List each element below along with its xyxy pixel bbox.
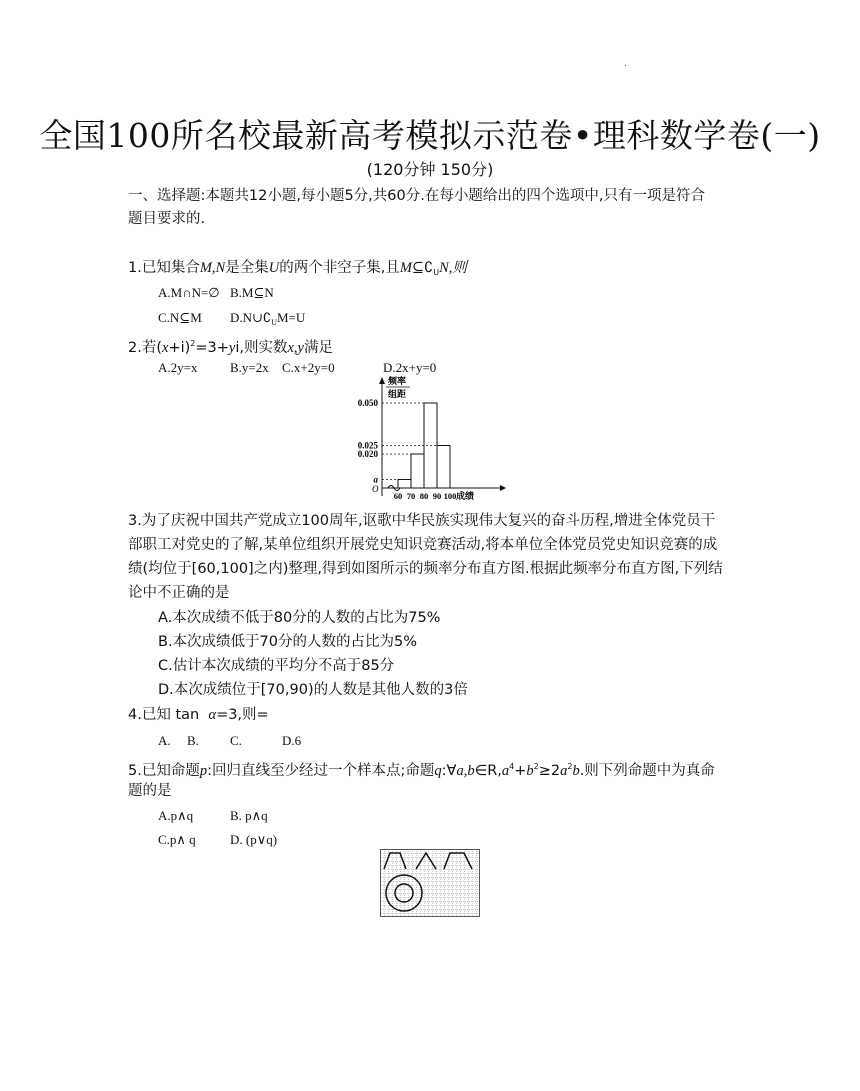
q2-text: 满足 bbox=[303, 340, 333, 356]
q2-text: +i) bbox=[168, 340, 191, 356]
y-axis-label-top: 频率 bbox=[388, 376, 407, 386]
question-3-line1: 3.为了庆祝中国共产党成立100周年,讴歌中华民族实现伟大复兴的奋斗历程,增进全体党员干 bbox=[128, 513, 716, 529]
x-axis-label: 成绩 bbox=[456, 491, 475, 501]
x-tick-label: 100 bbox=[443, 491, 457, 501]
q5-exponent: 4 bbox=[509, 762, 515, 771]
q4-text: 4.已知 tan bbox=[128, 707, 200, 723]
q1-option-a: A.M∩N=∅ bbox=[158, 285, 220, 300]
question-3-line4: 论中不正确的是 bbox=[128, 585, 230, 601]
q5-var: a,b bbox=[456, 763, 475, 779]
q2-text: 2.若( bbox=[128, 340, 162, 356]
q5-text: 5.已知命题 bbox=[128, 763, 200, 779]
question-5-line1 bbox=[128, 755, 715, 783]
page-title: 全国100所名校最新高考模拟示范卷•理科数学卷(一) bbox=[39, 116, 821, 155]
question-3-line3: 绩(均位于[60,100]之内)整理,得到如图所示的频率分布直方图.根据此频率分布直方图,下列结 bbox=[128, 561, 723, 577]
q4-option-b: B. bbox=[187, 733, 199, 748]
q5-text: :∀ bbox=[441, 763, 457, 779]
q1-subset: M⊆ bbox=[399, 260, 425, 276]
q1-option-d-text: D.N∪ bbox=[230, 310, 263, 325]
y-axis-label-bottom: 组距 bbox=[388, 389, 407, 399]
question-2-stem bbox=[128, 332, 333, 360]
q1-text: 是全集 bbox=[225, 260, 269, 276]
q5-option-b: B. p∧q bbox=[230, 808, 268, 823]
exam-duration-score: (120分钟 150分) bbox=[366, 160, 494, 179]
q4-option-c: C. bbox=[230, 733, 242, 748]
grid-figure bbox=[380, 849, 480, 917]
q2-var: y bbox=[228, 340, 236, 356]
q1-option-c: C.N⊆M bbox=[158, 310, 202, 325]
q1-text: N,则 bbox=[439, 260, 467, 276]
q1-text: 1.已知集合 bbox=[128, 260, 200, 276]
q5-option-c: C.p∧ q bbox=[158, 832, 196, 847]
q2-option-c: C.x+2y=0 bbox=[282, 360, 335, 375]
y-axis-arrow bbox=[379, 377, 385, 384]
x-tick-label: 80 bbox=[419, 491, 429, 501]
q2-exponent: 2 bbox=[190, 339, 196, 348]
origin-label: O bbox=[372, 484, 379, 494]
q3-option-d: D.本次成绩位于[70,90)的人数是其他人数的3倍 bbox=[158, 682, 468, 698]
q1-option-d-text: M=U bbox=[276, 310, 306, 325]
q5-text: .则下列命题中为真命 bbox=[579, 763, 715, 779]
q5-var: b bbox=[572, 763, 580, 779]
x-tick-label: 90 bbox=[432, 491, 442, 501]
q1-option-d bbox=[230, 310, 305, 327]
q2-var: x,y bbox=[287, 340, 304, 356]
q5-text: :回归直线至少经过一个样本点;命题 bbox=[207, 763, 435, 779]
q5-exponent: 2 bbox=[567, 762, 573, 771]
q4-text: =3,则= bbox=[216, 707, 269, 723]
section-instructions-line1: 一、选择题:本题共12小题,每小题5分,共60分.在每小题给出的四个选项中,只有一项是符合 bbox=[128, 188, 705, 204]
complement-symbol: ∁ bbox=[262, 310, 272, 325]
question-5-line2: 题的是 bbox=[128, 783, 172, 799]
y-tick-label: 0.025 bbox=[357, 440, 378, 451]
histogram-bar bbox=[411, 454, 424, 488]
x-tick-label: 70 bbox=[406, 491, 416, 501]
q1-text: 的两个非空子集,且 bbox=[279, 260, 400, 276]
complement-symbol: ∁ bbox=[424, 260, 434, 276]
q5-var: p bbox=[199, 763, 208, 779]
q5-text: + bbox=[514, 763, 527, 779]
q1-var-mn: M,N bbox=[199, 260, 226, 276]
q5-var: a bbox=[560, 763, 568, 779]
q2-option-b: B.y=2x bbox=[230, 360, 269, 375]
q1-option-b: B.M⊆N bbox=[230, 285, 274, 300]
q3-option-b: B.本次成绩低于70分的人数的占比为5% bbox=[158, 634, 418, 650]
q5-var: b bbox=[526, 763, 534, 779]
question-3-line2: 部职工对党史的了解,某单位组织开展党史知识竞赛活动,将本单位全体党员党史知识竞赛的成 bbox=[128, 537, 718, 553]
section-instructions-line2: 题目要求的. bbox=[128, 211, 206, 227]
histogram-bar bbox=[398, 480, 411, 489]
y-tick-label: 0.050 bbox=[357, 398, 378, 408]
complement-subscript: U bbox=[433, 268, 440, 277]
q4-alpha: α bbox=[208, 707, 217, 723]
q3-option-c: C.估计本次成绩的平均分不高于85分 bbox=[158, 658, 395, 674]
q4-option-a: A. bbox=[158, 733, 171, 748]
q5-text: ≥2 bbox=[538, 763, 561, 779]
q5-option-d: D. (p∨q) bbox=[230, 832, 278, 847]
histogram-bar bbox=[437, 446, 450, 489]
q5-var: a bbox=[501, 763, 510, 779]
q2-text: i,则实数 bbox=[235, 340, 288, 356]
frequency-histogram bbox=[340, 374, 520, 506]
q3-option-a: A.本次成绩不低于80分的人数的占比为75% bbox=[158, 610, 441, 626]
q5-var: q bbox=[434, 763, 442, 779]
x-tick-label: 60 bbox=[393, 491, 403, 501]
q2-var: x bbox=[162, 340, 169, 356]
q4-option-d: D.6 bbox=[282, 733, 302, 748]
x-axis-arrow bbox=[500, 485, 506, 491]
question-4-stem bbox=[128, 703, 269, 727]
corner-dot: . bbox=[624, 58, 628, 69]
q2-text: =3+ bbox=[195, 340, 229, 356]
q5-exponent: 2 bbox=[533, 762, 539, 771]
q5-text: ∈R, bbox=[474, 763, 502, 779]
y-tick-label: 0.020 bbox=[357, 449, 378, 459]
q2-option-d: D.2x+y=0 bbox=[383, 360, 437, 375]
q2-option-a: A.2y=x bbox=[158, 360, 198, 375]
complement-subscript: U bbox=[271, 318, 277, 327]
q5-option-a: A.p∧q bbox=[158, 808, 194, 823]
y-tick-label: a bbox=[373, 474, 378, 485]
q1-var-u: U bbox=[268, 260, 280, 276]
question-1-stem bbox=[128, 256, 467, 285]
